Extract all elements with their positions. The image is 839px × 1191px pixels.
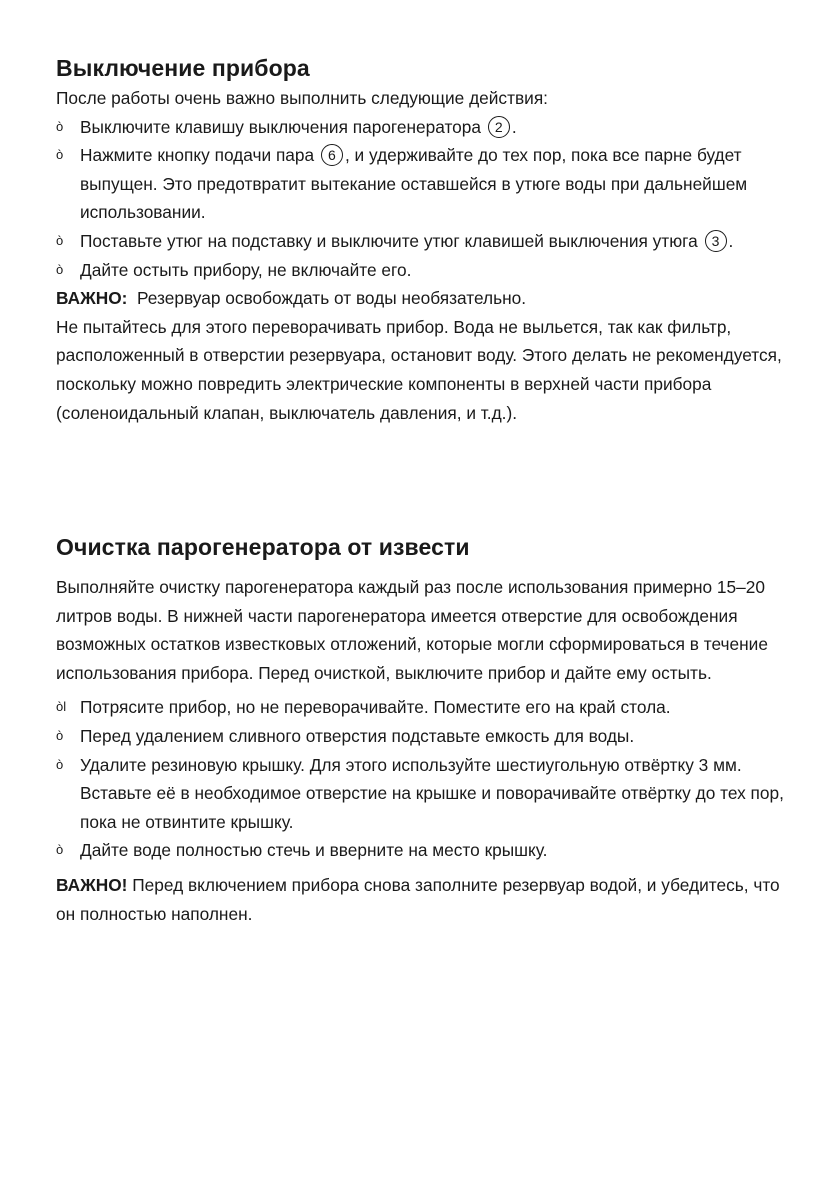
- list-item-text: , и удерживайте до тех пор, пока все парне будет выпущен. Это предотвратит вытекание оставшейся в утюге воды при дальнейшем использовании.: [80, 145, 748, 223]
- bullet-icon: ò: [56, 756, 64, 772]
- list-item: [56, 227, 796, 256]
- important-text: Резервуар освобождать от воды необязательно.: [137, 288, 527, 309]
- list-item: [56, 693, 796, 722]
- circled-number: 3: [705, 230, 727, 252]
- list-item: [56, 256, 796, 285]
- important-note: [56, 284, 796, 313]
- list-item-text: Поставьте утюг на подставку и выключите утюг клавишей выключения утюга: [80, 230, 703, 251]
- section-title-descaling: Очистка парогенератора от извести: [56, 534, 470, 560]
- circled-number: 2: [488, 116, 510, 138]
- list-item-text: .: [728, 230, 734, 251]
- important-label: ВАЖНО:: [56, 288, 128, 309]
- list-item: [56, 836, 796, 865]
- circled-number: 6: [321, 144, 343, 166]
- bullet-icon: òl: [56, 699, 67, 715]
- intro-text: Выполняйте очистку парогенератора каждый раз после использования примерно 15–20 литров воды. В нижней части парогенератора имеется отверстие для освобождения возможных остатков известковых отложений, которые могли сформироваться в течение использования прибора. Перед очисткой, выключите прибор и дайте ему остыть.: [56, 577, 768, 683]
- important-label: ВАЖНО!: [56, 874, 128, 895]
- bullet-icon: ò: [56, 842, 64, 858]
- list-item-text: Удалите резиновую крышку. Для этого используйте шестиугольную отвёртку 3 мм. Вставьте её в необходимое отверстие на крышке и поворачивайте отвёртку до тех пор, пока не отвинтите крышку.: [80, 754, 784, 832]
- list-item-text: .: [511, 116, 517, 137]
- list-item: [56, 751, 796, 837]
- intro-text: После работы очень важно выполнить следующие действия:: [56, 88, 548, 108]
- list-item: [56, 113, 796, 142]
- list-item-text: Перед удалением сливного отверстия подставьте емкость для воды.: [80, 725, 635, 746]
- list-item: [56, 722, 796, 751]
- section-title-switch-off: Выключение прибора: [56, 55, 310, 81]
- list-item-text: Выключите клавишу выключения парогенератора: [80, 116, 486, 137]
- section-body-descaling: [56, 573, 796, 928]
- bullet-icon: ò: [56, 727, 64, 743]
- important-text: Перед включением прибора снова заполните резервуар водой, и убедитесь, что он полностью наполнен.: [56, 874, 780, 924]
- bullet-icon: ò: [56, 232, 64, 248]
- list-item-text: Нажмите кнопку подачи пара: [80, 145, 319, 166]
- list-item-text: Потрясите прибор, но не переворачивайте. Поместите его на край стола.: [80, 697, 671, 718]
- warning-paragraph: Не пытайтесь для этого переворачивать прибор. Вода не выльется, так как фильтр, расположенный в отверстии резервуара, остановит воду. Этого делать не рекомендуется, поскольку можно повредить электрические компоненты в верхней части прибора (соленоидальный клапан, выключатель давления, и т.д.).: [56, 316, 782, 423]
- bullet-icon: ò: [56, 118, 64, 134]
- list-item: [56, 141, 796, 227]
- list-item-text: Дайте воде полностью стечь и вверните на место крышку.: [80, 840, 548, 861]
- important-note: [56, 871, 796, 928]
- bullet-icon: ò: [56, 261, 64, 277]
- section-body-switch-off: [56, 84, 796, 427]
- bullet-icon: ò: [56, 147, 64, 163]
- list-item-text: Дайте остыть прибору, не включайте его.: [80, 259, 412, 280]
